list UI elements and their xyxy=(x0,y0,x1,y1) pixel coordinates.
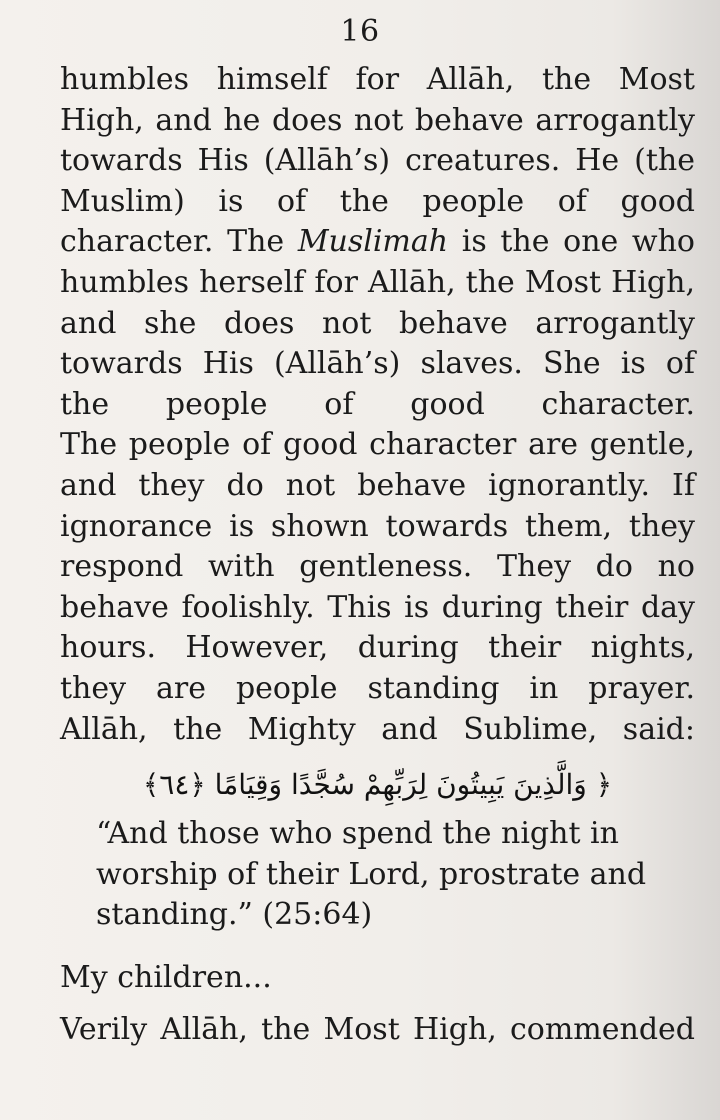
text-line-with-emphasis xyxy=(60,222,695,263)
text-segment: character. The xyxy=(60,224,298,260)
text-line: Verily Allāh, the Most High, commended xyxy=(60,1012,695,1048)
text-line: they are people standing in prayer. xyxy=(60,670,695,706)
text-line: towards His (Allāh’s) creatures. He (the xyxy=(60,143,695,179)
page-number: 16 xyxy=(340,14,380,49)
text-line: and they do not behave ignorantly. If xyxy=(60,467,695,503)
text-line: standing.” (25:64) xyxy=(96,897,373,933)
text-line: “And those who spend the night in xyxy=(96,816,619,852)
text-line: The people of good character are gentle, xyxy=(60,427,695,463)
text-line: ignorance is shown towards them, they xyxy=(60,508,695,544)
text-line: the people of good character. xyxy=(60,386,695,422)
text-line: High, and he does not behave arrogantly xyxy=(60,102,695,138)
text-line: worship of their Lord, prostrate and xyxy=(96,856,647,892)
text-line: respond with gentleness. They do no xyxy=(60,549,695,585)
text-line: behave foolishly. This is during their day xyxy=(60,589,695,625)
paragraph-good-character xyxy=(60,425,695,750)
quran-verse-arabic: ﴿ وَالَّذِينَ يَبِيتُونَ لِرَبِّهِمْ سُجَّدًا وَقِيَامًا ﴿٦٤﴾ xyxy=(142,768,613,802)
text-segment: is the one who xyxy=(448,224,695,260)
text-line: hours. However, during their nights, xyxy=(60,630,695,666)
page-body xyxy=(60,60,695,1051)
address-line: My children... xyxy=(60,959,272,995)
text-line: humbles himself for Allāh, the Most xyxy=(60,62,695,97)
emphasized-term: Muslimah xyxy=(297,224,449,260)
text-line: Allāh, the Mighty and Sublime, said: xyxy=(60,711,695,747)
text-line: humbles herself for Allāh, the Most High, xyxy=(60,264,695,300)
text-line: towards His (Allāh’s) slaves. She is of xyxy=(60,346,695,382)
verse-translation xyxy=(96,814,696,936)
text-line: Muslim) is of the people of good xyxy=(60,183,695,219)
paragraph-muslim-character xyxy=(60,60,695,425)
text-line: and she does not behave arrogantly xyxy=(60,305,695,341)
